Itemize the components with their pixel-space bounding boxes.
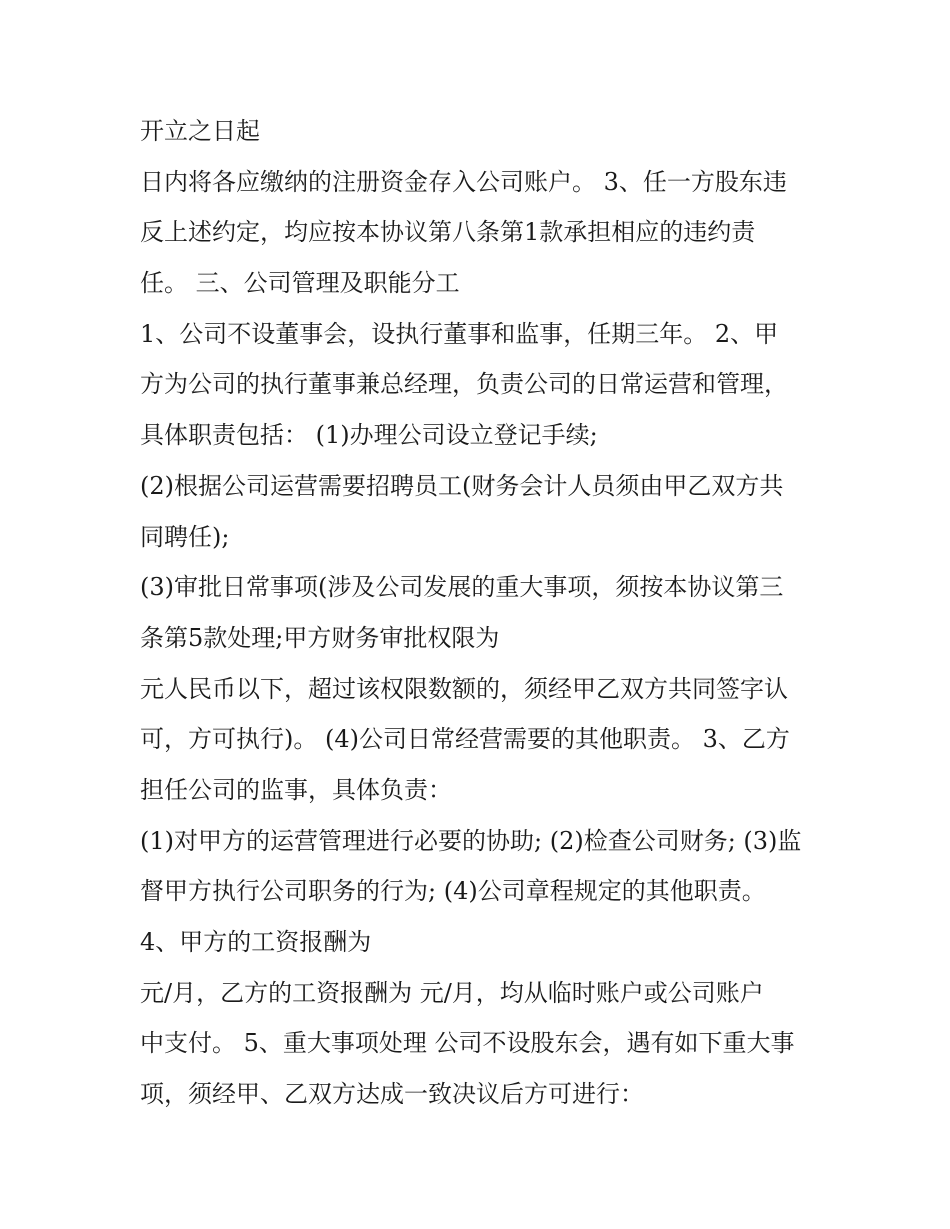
text-line: 日内将各应缴纳的注册资金存入公司账户。 3、任一方股东违 — [140, 167, 787, 196]
text-line: 反上述约定，均应按本协议第八条第1款承担相应的违约责 — [140, 218, 756, 247]
text-line: 担任公司的监事，具体负责： — [140, 775, 452, 804]
text-line: 1、公司不设董事会，设执行董事和监事，任期三年。 2、甲 — [140, 319, 779, 348]
text-line: (2)根据公司运营需要招聘员工(财务会计人员须由甲乙双方共 — [140, 471, 784, 500]
text-line: 任。 三、公司管理及职能分工 — [140, 269, 460, 298]
text-line: 条第5款处理;甲方财务审批权限为 — [140, 623, 500, 652]
text-line: 开立之日起 — [140, 117, 260, 145]
text-line: (1)对甲方的运营管理进行必要的协助; (2)检查公司财务; (3)监 — [140, 826, 802, 855]
text-line: 方为公司的执行董事兼总经理，负责公司的日常运营和管理， — [140, 370, 788, 399]
text-line: 元人民币以下，超过该权限数额的，须经甲乙双方共同签字认 — [140, 674, 788, 703]
text-line: 项，须经甲、乙双方达成一致决议后方可进行： — [140, 1080, 644, 1109]
text-line: 具体职责包括： (1)办理公司设立登记手续; — [140, 421, 598, 450]
text-line: 中支付。 5、重大事项处理 公司不设股东会，遇有如下重大事 — [140, 1029, 795, 1058]
text-line: 4、甲方的工资报酬为 — [140, 928, 372, 956]
text-line: 元/月，乙方的工资报酬为 元/月，均从临时账户或公司账户 — [140, 978, 764, 1007]
text-line: 同聘任); — [140, 522, 230, 551]
text-line: 可，方可执行)。 (4)公司日常经营需要的其他职责。 3、乙方 — [140, 725, 790, 754]
text-line: 督甲方执行公司职务的行为; (4)公司章程规定的其他职责。 — [140, 877, 766, 906]
text-line: (3)审批日常事项(涉及公司发展的重大事项，须按本协议第三 — [140, 573, 784, 602]
body-text — [140, 106, 820, 1120]
